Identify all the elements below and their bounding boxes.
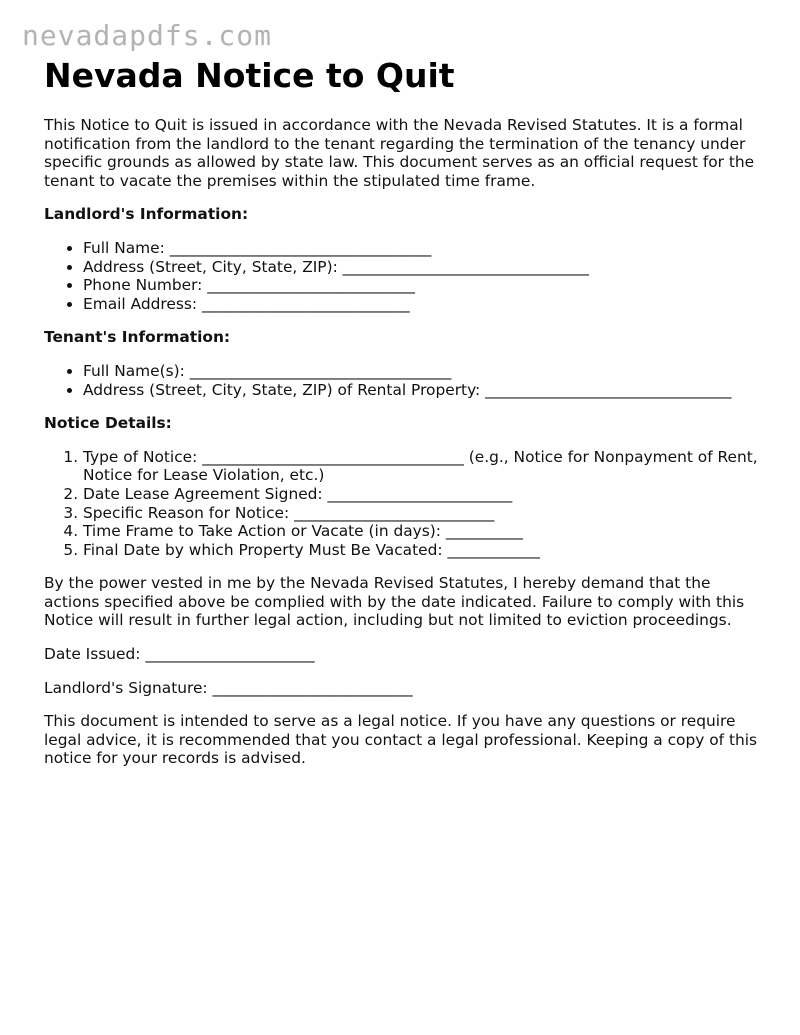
landlord-signature-field: Landlord's Signature: __________________________ bbox=[44, 678, 413, 697]
landlord-email-field: • Email Address: ___________________________ bbox=[83, 295, 764, 314]
notice-reason-field: 3. Specific Reason for Notice: __________________________ bbox=[83, 504, 764, 523]
final-vacate-date-field: 5. Final Date by which Property Must Be Vacated: ____________ bbox=[83, 541, 764, 560]
landlord-address-field: • Address (Street, City, State, ZIP): ________________________________ bbox=[83, 258, 764, 277]
document-title: Nevada Notice to Quit bbox=[44, 56, 455, 95]
watermark: nevadapdfs.com bbox=[22, 19, 273, 52]
intro-paragraph: This Notice to Quit is issued in accordance with the Nevada Revised Statutes. It is a formal notification from the landlord to the tenant regarding the termination of the tenancy under specific grounds as allowed by state law. This document serves as an official request for the tenant to vacate the premises within the stipulated time frame. bbox=[44, 116, 755, 190]
lease-signed-date-field: 2. Date Lease Agreement Signed: ________________________ bbox=[83, 485, 764, 504]
time-frame-field: 4. Time Frame to Take Action or Vacate (in days): __________ bbox=[83, 522, 764, 541]
document-page bbox=[44, 56, 764, 768]
landlord-phone-field: • Phone Number: ___________________________ bbox=[83, 276, 764, 295]
landlord-section-heading: Landlord's Information: bbox=[44, 205, 249, 224]
landlord-full-name-field: • Full Name: __________________________________ bbox=[83, 239, 764, 258]
landlord-info-list bbox=[44, 239, 764, 313]
notice-details-list bbox=[44, 448, 764, 560]
notice-type-field: 1. Type of Notice: __________________________________ (e.g., Notice for Nonpayment of Rent, Notice for Lease Violation, etc.) bbox=[83, 448, 764, 485]
tenant-property-address-field: • Address (Street, City, State, ZIP) of Rental Property: ________________________________ bbox=[83, 381, 764, 400]
date-issued-field: Date Issued: ______________________ bbox=[44, 645, 315, 664]
disclaimer-paragraph: This document is intended to serve as a legal notice. If you have any questions or require legal advice, it is recommended that you contact a legal professional. Keeping a copy of this notice for your records is advised. bbox=[44, 712, 758, 768]
tenant-info-list bbox=[44, 362, 764, 399]
demand-paragraph: By the power vested in me by the Nevada Revised Statutes, I hereby demand that the actions specified above be complied with by the date indicated. Failure to comply with this Notice will result in further legal action, including but not limited to eviction proceedings. bbox=[44, 574, 745, 630]
tenant-full-names-field: • Full Name(s): __________________________________ bbox=[83, 362, 764, 381]
tenant-section-heading: Tenant's Information: bbox=[44, 328, 231, 347]
notice-section-heading: Notice Details: bbox=[44, 414, 172, 433]
